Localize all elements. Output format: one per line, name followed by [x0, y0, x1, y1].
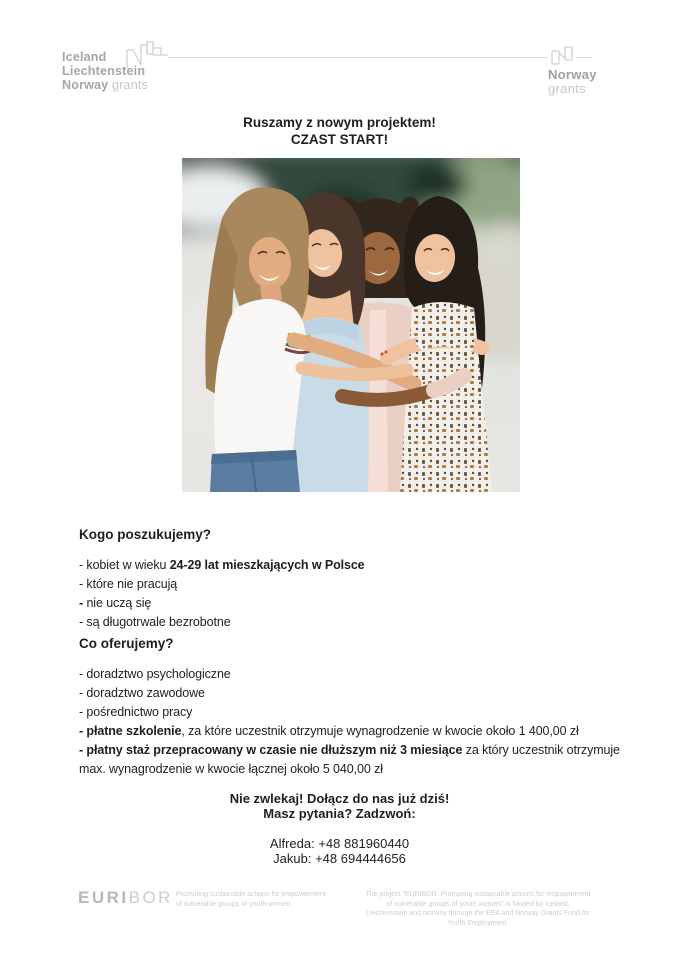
headline-line2: CZAST START!: [290, 131, 389, 147]
who-list: [79, 556, 639, 632]
offer-list: [79, 665, 631, 779]
eea-grants-skyline-icon: [125, 41, 169, 71]
norway-grants-n-icon: [545, 43, 579, 69]
list-item-segment: nie uczą się: [83, 596, 152, 610]
euribor-logo: [78, 888, 173, 908]
list-item: [79, 613, 639, 632]
section-title-offer: Co oferujemy?: [79, 636, 174, 651]
footer-funding-note: The project “EURIBOR: Promoting sustainable actions for empowerment of vulnerable groups of youth women” is funded by Iceland, Liechtenstein and Norway through the EEA and Norway Grants Fund for Youth Employment.: [365, 891, 591, 927]
group-photo: [182, 158, 520, 492]
list-item: [79, 684, 631, 703]
logo-left-line2: Liechtenstein: [62, 64, 146, 78]
list-item-segment: - doradztwo zawodowe: [79, 686, 205, 700]
list-item-segment: za który uczestnik otrzymuje max. wynagrodzenie w kwocie łącznej około 5 040,00 zł: [79, 743, 620, 776]
euribor-logo-light: BOR: [128, 888, 173, 907]
contact-phone-alfreda: Alfreda: +48 881960440: [269, 836, 410, 851]
list-item-segment: , za które uczestnik otrzymuje wynagrodzenie w kwocie około 1 400,00 zł: [181, 724, 579, 738]
cta-line2: Masz pytania? Zadzwoń:: [263, 806, 416, 821]
list-item-segment: 24-29 lat mieszkających w Polsce: [169, 558, 365, 572]
logo-left-line1: Iceland: [62, 50, 107, 64]
header-divider-line: [168, 57, 592, 58]
section-title-who: Kogo poszukujemy?: [79, 527, 212, 542]
list-item-segment: - pośrednictwo pracy: [79, 705, 193, 719]
list-item-segment: - kobiet w wieku: [79, 558, 170, 572]
logo-left-norway: Norway: [62, 78, 109, 92]
list-item-segment: - które nie pracują: [79, 577, 178, 591]
logo-left-grants: grants: [112, 78, 148, 92]
list-item: [79, 741, 631, 779]
list-item-segment: - doradztwo psychologiczne: [79, 667, 231, 681]
list-item: [79, 556, 639, 575]
norway-grants-logo: [548, 68, 597, 96]
call-to-action: [0, 791, 679, 866]
list-item-segment: -: [79, 596, 84, 610]
euribor-logo-bold: EURI: [78, 888, 129, 907]
list-item-segment: - płatny staż przepracowany w czasie nie dłuższym niż 3 miesiące: [79, 743, 463, 757]
list-item: [79, 703, 631, 722]
logo-right-grants: grants: [548, 81, 586, 96]
list-item: [79, 594, 639, 613]
headline: [0, 115, 679, 148]
list-item-segment: - są długotrwale bezrobotne: [79, 615, 231, 629]
headline-line1: Ruszamy z nowym projektem!: [243, 115, 436, 130]
list-item-segment: - płatne szkolenie: [79, 724, 182, 738]
list-item: [79, 722, 631, 741]
footer-tagline: Promoting sustainable actions for empowerment of vulnerable groups of youth women: [176, 891, 326, 908]
list-item: [79, 575, 639, 594]
logo-right-norway: Norway: [548, 67, 597, 82]
contact-phone-jakub: Jakub: +48 694444656: [273, 851, 406, 866]
cta-line1: Nie zwlekaj! Dołącz do nas już dziś!: [229, 791, 450, 806]
list-item: [79, 665, 631, 684]
logo-left-line3: [62, 78, 148, 92]
cta-spacer: [0, 821, 679, 836]
